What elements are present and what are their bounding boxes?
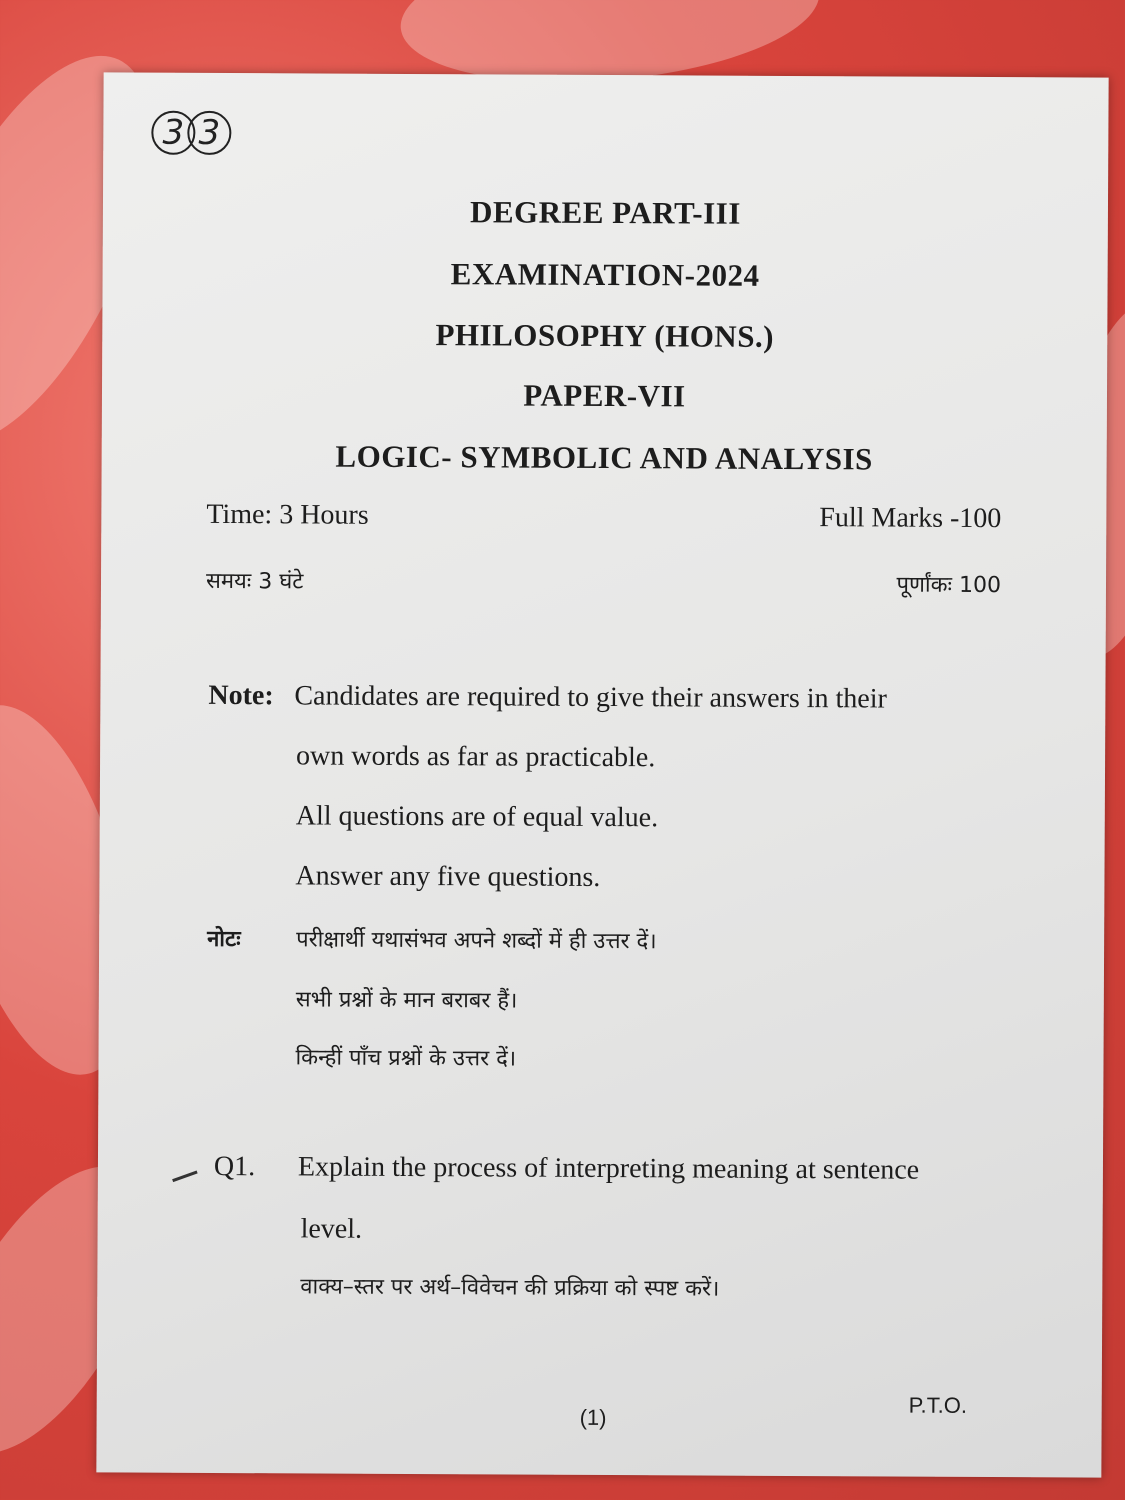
question-number: Q1. xyxy=(213,1150,256,1183)
note-line: All questions are of equal value. xyxy=(295,800,659,834)
note-line: Candidates are required to give their answers in their xyxy=(294,680,887,715)
exam-title: EXAMINATION-2024 xyxy=(450,256,760,293)
handwritten-mark xyxy=(151,111,223,155)
note-line: own words as far as practicable. xyxy=(296,740,656,774)
handwritten-number: 3 xyxy=(187,111,231,155)
question-text: level. xyxy=(300,1213,363,1245)
note-line-hindi: किन्हीं पाँच प्रश्नों के उत्तर दें। xyxy=(295,1045,517,1072)
marks-english: Full Marks -100 xyxy=(819,502,1002,535)
marks-hindi: पूर्णांकः 100 xyxy=(896,572,1002,599)
question-text-hindi: वाक्य–स्तर पर अर्थ–विवेचन की प्रक्रिया को स्पष्ट करें। xyxy=(300,1274,720,1302)
note-line-hindi: परीक्षार्थी यथासंभव अपने शब्दों में ही उत्तर दें। xyxy=(296,927,657,955)
time-hindi: समयः 3 घंटे xyxy=(205,568,304,595)
paper-title: PAPER-VII xyxy=(523,377,686,414)
degree-title: DEGREE PART-III xyxy=(469,194,741,231)
note-line: Answer any five questions. xyxy=(295,860,601,893)
pen-tick-mark xyxy=(172,1171,197,1183)
handwritten-number: 3 xyxy=(151,111,195,155)
note-line-hindi: सभी प्रश्नों के मान बराबर हैं। xyxy=(295,987,518,1014)
page-number: (1) xyxy=(579,1404,607,1431)
pto-label: P.T.O. xyxy=(908,1392,968,1418)
paper-subject: LOGIC- SYMBOLIC AND ANALYSIS xyxy=(335,438,873,477)
note-label: Note: xyxy=(208,679,274,712)
exam-paper xyxy=(96,72,1108,1477)
question-text: Explain the process of interpreting meaning at sentence xyxy=(297,1151,920,1186)
note-label-hindi: नोटः xyxy=(207,926,241,953)
time-english: Time: 3 Hours xyxy=(206,498,369,531)
subject-title: PHILOSOPHY (HONS.) xyxy=(435,317,775,354)
